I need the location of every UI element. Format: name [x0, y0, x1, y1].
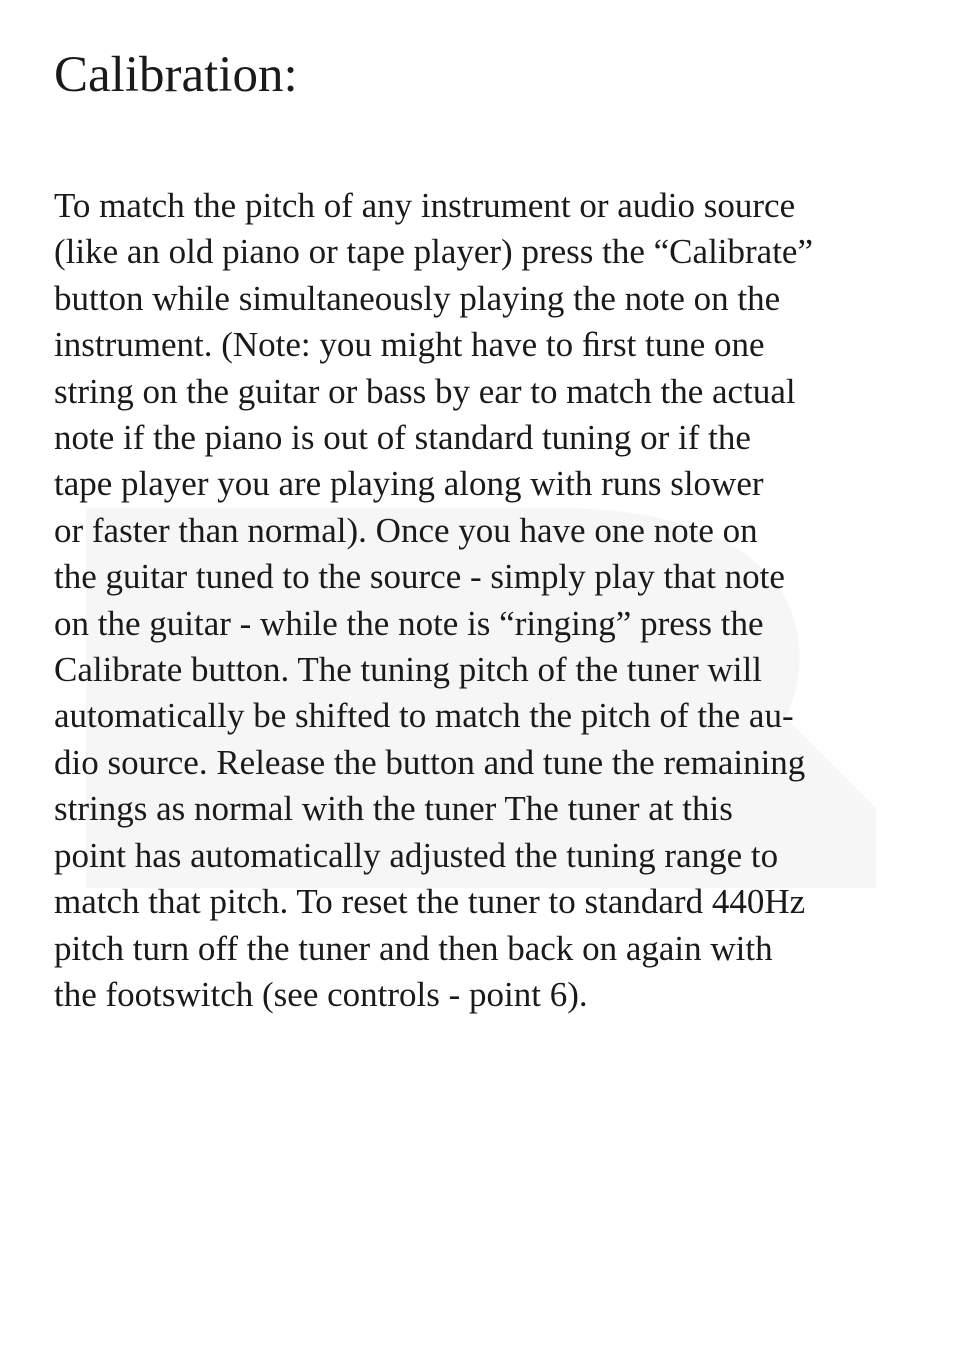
paragraph-line: instrument. (Note: you might have to ﬁrst tune one — [54, 325, 765, 365]
paragraph-line: strings as normal with the tuner The tuner at this — [54, 789, 733, 829]
paragraph-line: point has automatically adjusted the tuning range to — [54, 835, 779, 875]
paragraph-line: (like an old piano or tape player) press the “Calibrate” — [54, 232, 813, 272]
paragraph-line: the guitar tuned to the source - simply play that note — [54, 557, 785, 597]
paragraph-line: or faster than normal). Once you have one note on — [54, 510, 758, 550]
paragraph-line: string on the guitar or bass by ear to match the actual — [54, 371, 796, 411]
paragraph-line: pitch turn off the tuner and then back on again with — [54, 928, 773, 968]
paragraph-line: button while simultaneously playing the note on the — [54, 278, 781, 318]
paragraph-line: on the guitar - while the note is “ringing” press the — [54, 603, 764, 643]
paragraph-line: Calibrate button. The tuning pitch of the tuner will — [54, 650, 762, 690]
paragraph-line: automatically be shifted to match the pitch of the au- — [54, 696, 794, 736]
paragraph-line: note if the piano is out of standard tuning or if the — [54, 418, 751, 458]
page-title: Calibration: — [54, 47, 298, 103]
calibration-paragraph — [54, 183, 934, 1018]
paragraph-line: To match the pitch of any instrument or audio source — [54, 186, 796, 225]
paragraph-line: the footswitch (see controls - point 6). — [54, 974, 588, 1014]
paragraph-line: tape player you are playing along with runs slower — [54, 464, 764, 504]
paragraph-line: dio source. Release the button and tune the remaining — [54, 742, 806, 782]
paragraph-line: match that pitch. To reset the tuner to standard 440Hz — [54, 882, 806, 922]
